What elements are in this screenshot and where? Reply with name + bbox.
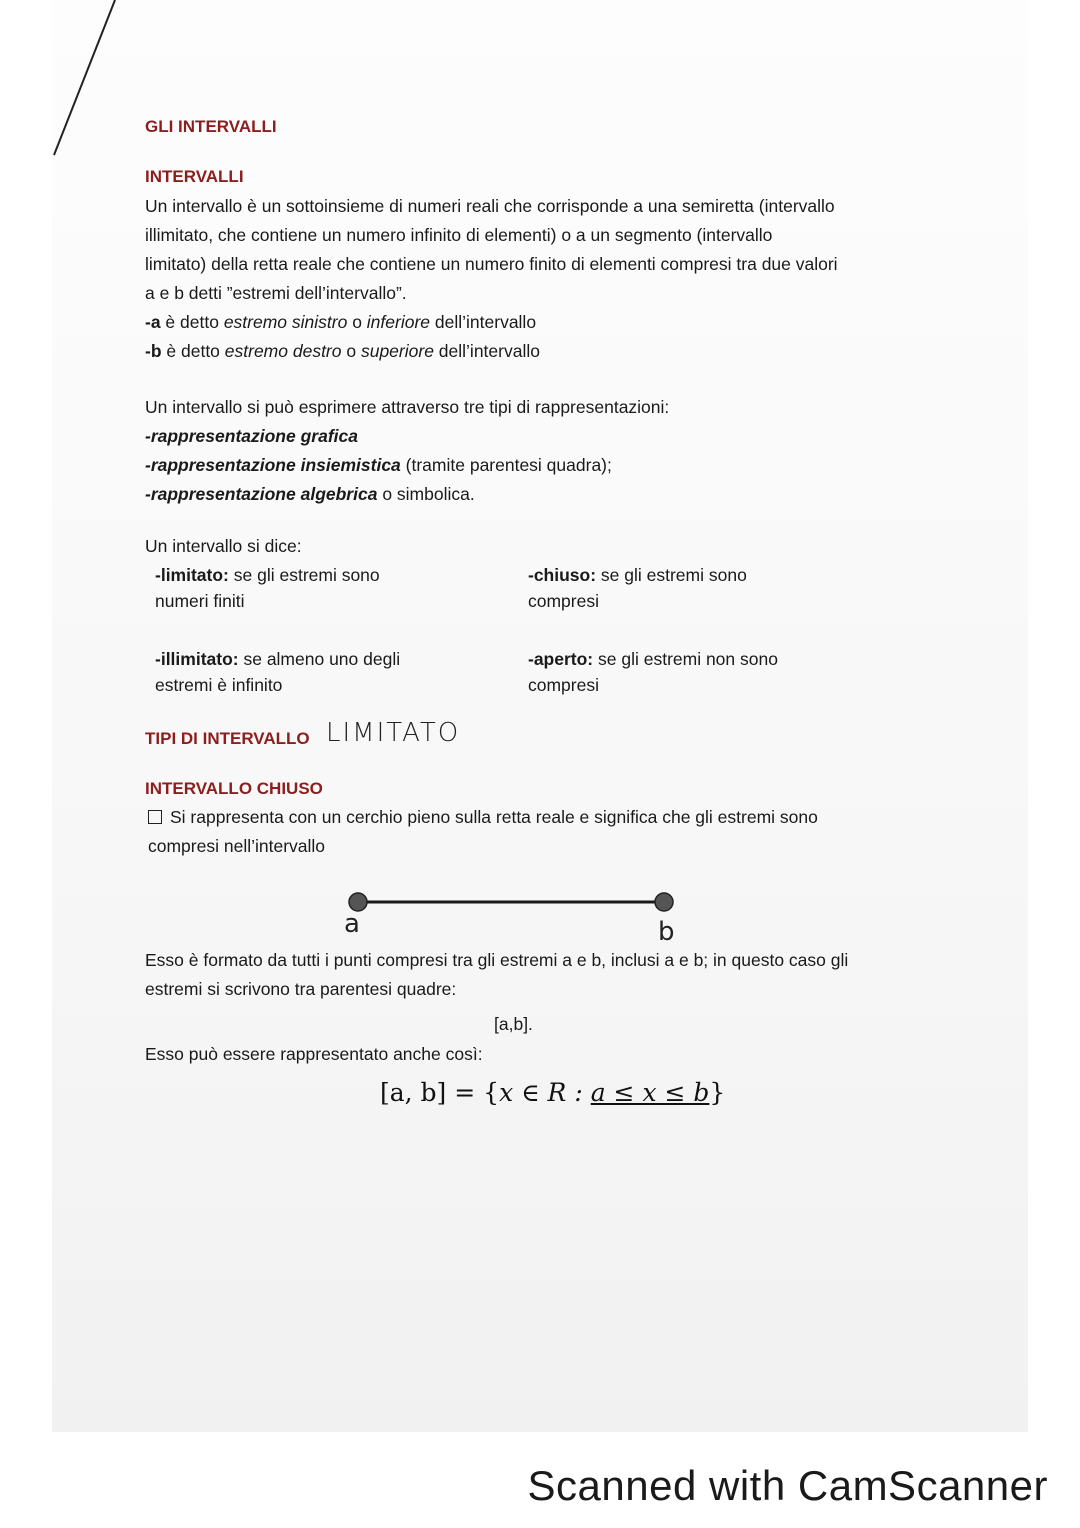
checkbox-bullet-icon (148, 810, 162, 824)
text-run: se gli estremi sono (596, 565, 747, 585)
text-line (145, 250, 905, 279)
illimitato-line-1 (155, 646, 400, 672)
label-b: b (658, 917, 675, 947)
text-run: -rappresentazione insiemistica (145, 455, 401, 475)
classification-intro: Un intervallo si dice: (145, 536, 302, 556)
text-run: illimitato, che contiene un numero infinito di elementi) o a un segmento (intervallo (145, 225, 773, 245)
aperto-line-2: compresi (528, 675, 599, 695)
limitato-definition (155, 562, 380, 614)
text-line (145, 480, 905, 509)
section-heading-intervalli: INTERVALLI (145, 167, 244, 186)
description-line-1: Si rappresenta con un cerchio pieno sulla retta reale e significa che gli estremi sono (170, 807, 818, 827)
scanner-watermark: Scanned with CamScanner (527, 1462, 1048, 1509)
endpoint-b-filled-dot (655, 893, 673, 911)
text-run: -rappresentazione grafica (145, 426, 358, 446)
text-run: o simbolica. (377, 484, 475, 504)
text-run: (tramite parentesi quadra); (400, 455, 612, 475)
chiuso-line-2: compresi (528, 591, 599, 611)
text-run: è detto (161, 341, 225, 361)
text-run: dell’intervallo (430, 312, 537, 332)
text-run: -chiuso: (528, 565, 597, 585)
text-line (145, 221, 905, 250)
formed-line-2: estremi si scrivono tra parentesi quadre: (145, 979, 457, 999)
text-line (145, 192, 905, 221)
text-run: o (341, 341, 361, 361)
text-run: -b (145, 341, 162, 361)
text-run: -rappresentazione algebrica (145, 484, 378, 504)
text-run: Un intervallo è un sottoinsieme di numeri reali che corrisponde a una semiretta (intervallo (145, 196, 835, 216)
definition-paragraph (145, 192, 905, 366)
text-run: a e b detti ”estremi dell’intervallo”. (145, 283, 407, 303)
types-heading: TIPI DI INTERVALLO (145, 729, 310, 748)
text-run: limitato) della retta reale che contiene un numero finito di elementi compresi tra due valori (145, 254, 838, 274)
text-line (145, 451, 905, 480)
text-run: dell’intervallo (433, 341, 540, 361)
closed-interval-description (148, 803, 908, 861)
description-line-2: compresi nell’intervallo (148, 836, 326, 856)
formula-lhs: [a, b] = { (380, 1078, 500, 1107)
alt-representation-intro: Esso può essere rappresentato anche così: (145, 1044, 483, 1064)
formula-set: x ∈ R : (499, 1078, 591, 1107)
formed-line-1: Esso è formato da tutti i punti compresi tra gli estremi a e b, inclusi a e b; in questo caso gli (145, 950, 849, 970)
scanner-footer (0, 1436, 1080, 1528)
page-fold-line (0, 0, 130, 160)
text-run: o (347, 312, 367, 332)
handwritten-note: LIMITATO (326, 718, 461, 748)
chiuso-line-1 (528, 562, 747, 588)
illimitato-definition (155, 646, 400, 698)
formed-paragraph (145, 946, 925, 1004)
text-line (145, 308, 905, 337)
text-run: estremo destro (224, 341, 342, 361)
text-run: superiore (360, 341, 434, 361)
text-line (145, 393, 905, 422)
set-builder-formula (380, 1078, 725, 1107)
formula-close: } (709, 1078, 726, 1107)
text-line (145, 422, 905, 451)
text-run: -illimitato: (155, 649, 239, 669)
representations-paragraph (145, 393, 905, 509)
text-line (145, 337, 905, 366)
text-line (145, 279, 905, 308)
text-run: Un intervallo si può esprimere attraverso tre tipi di rappresentazioni: (145, 397, 670, 417)
illimitato-line-2: estremi è infinito (155, 675, 283, 695)
text-run: è detto (160, 312, 224, 332)
label-a: a (344, 909, 360, 939)
chiuso-definition (528, 562, 747, 614)
text-run: -aperto: (528, 649, 594, 669)
limitato-line-2: numeri finiti (155, 591, 245, 611)
formula-condition: a ≤ x ≤ b (590, 1078, 710, 1107)
text-run: -a (145, 312, 161, 332)
text-run: inferiore (366, 312, 431, 332)
limitato-line-1 (155, 562, 380, 588)
text-run: -limitato: (155, 565, 229, 585)
bracket-notation: [a,b]. (494, 1014, 533, 1034)
document-title: GLI INTERVALLI (145, 117, 277, 136)
text-run: se gli estremi sono (228, 565, 380, 585)
aperto-definition (528, 646, 778, 698)
text-run: estremo sinistro (223, 312, 348, 332)
text-run: se almeno uno degli (238, 649, 401, 669)
interval-number-line (330, 880, 710, 950)
closed-interval-heading: INTERVALLO CHIUSO (145, 779, 323, 798)
text-run: se gli estremi non sono (593, 649, 778, 669)
aperto-line-1 (528, 646, 778, 672)
